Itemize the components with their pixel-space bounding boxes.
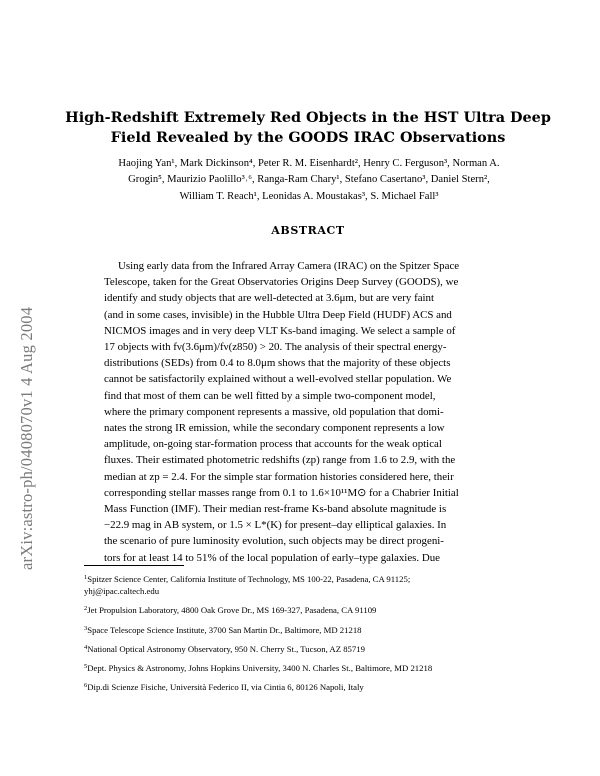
arxiv-identifier: arXiv:astro-ph/0408070v1 4 Aug 2004 [17, 306, 36, 570]
abstract-line: nates the strong IR emission, while the secondary component represents a low [104, 422, 445, 435]
title-line: Field Revealed by the GOODS IRAC Observations [110, 129, 506, 146]
footnotes [84, 572, 540, 700]
footnote [84, 661, 540, 674]
abstract-line: corresponding stellar masses range from 0.1 to 1.6×10¹¹M⊙ for a Chabrier Initial [104, 486, 459, 499]
title-line: High-Redshift Extremely Red Objects in the HST Ultra Deep [65, 109, 551, 126]
footnote-divider [84, 565, 184, 566]
footnote-text: Dept. Physics & Astronomy, Johns Hopkins University, 3400 N. Charles St., Baltimore, MD 21218 [87, 663, 433, 674]
footnote-mark: 4 [84, 643, 88, 651]
abstract-line: median at zp = 2.4. For the simple star formation histories considered here, their [104, 470, 454, 483]
footnote-text: National Optical Astronomy Observatory, 950 N. Cherry St., Tucson, AZ 85719 [87, 643, 365, 654]
footnote-mark: 2 [84, 605, 88, 613]
footnote [84, 603, 540, 616]
abstract-line: distributions (SEDs) from 0.4 to 8.0μm shows that the majority of these objects [104, 357, 451, 370]
footnote [84, 642, 540, 655]
footnote-text: Jet Propulsion Laboratory, 4800 Oak Grove Dr., MS 169-327, Pasadena, CA 91109 [87, 605, 377, 616]
footnote [84, 572, 540, 597]
abstract-body [104, 258, 512, 566]
footnote-text: Dip.di Scienze Fisiche, Università Federico II, via Cintia 6, 80126 Napoli, Italy [87, 682, 364, 693]
abstract-line: identify and study objects that are well-detected at 3.6μm, but are very faint [104, 292, 435, 305]
author-line: Haojing Yan¹, Mark Dickinson⁴, Peter R. M. Eisenhardt², Henry C. Ferguson³, Norman A. [118, 158, 500, 169]
author-line: Grogin⁵, Maurizio Paolillo³˒⁶, Ranga-Ram Chary¹, Stefano Casertano³, Daniel Stern², [128, 174, 490, 186]
footnote [84, 680, 540, 693]
abstract-line: Using early data from the Infrared Array Camera (IRAC) on the Spitzer Space [118, 260, 460, 272]
abstract-line: where the primary component represents a massive, old population that domi- [104, 405, 444, 418]
abstract-line: (and in some cases, invisible) in the Hubble Ultra Deep Field (HUDF) ACS and [104, 308, 452, 321]
abstract-line: the scenario of pure luminosity evolution, such objects may be direct progeni- [104, 535, 444, 548]
author-list [64, 156, 554, 205]
abstract-line: tors for at least 14 to 51% of the local population of early–type galaxies. Due [104, 551, 440, 564]
footnote-text: yhj@ipac.caltech.edu [84, 586, 160, 596]
footnote-mark: 5 [84, 663, 88, 671]
abstract-line: cannot be satisfactorily explained without a well-evolved stellar population. We [104, 373, 452, 386]
footnote-mark: 3 [84, 624, 88, 632]
abstract-heading: ABSTRACT [271, 224, 345, 237]
abstract-line: 17 objects with fν(3.6μm)/fν(z850) > 20. The analysis of their spectral energy- [104, 341, 447, 354]
paper-title [60, 108, 556, 148]
abstract-line: fluxes. Their estimated photometric redshifts (zp) range from 1.6 to 2.9, with the [104, 454, 456, 467]
footnote-text: Space Telescope Science Institute, 3700 San Martin Dr., Baltimore, MD 21218 [87, 624, 362, 635]
footnote-mark: 1 [84, 574, 88, 581]
abstract-line: NICMOS images and in very deep VLT Ks-band imaging. We select a sample of [104, 324, 456, 337]
footnote [84, 623, 540, 636]
abstract-line: amplitude, on-going star-formation process that accounts for the weak optical [104, 438, 442, 451]
abstract-line: Telescope, taken for the Great Observatories Origins Deep Survey (GOODS), we [104, 276, 459, 289]
arxiv-sidebar [10, 188, 44, 570]
abstract-line: Mass Function (IMF). Their median rest-frame Ks-band absolute magnitude is [104, 503, 447, 516]
footnote-text: Spitzer Science Center, California Institute of Technology, MS 100-22, Pasadena, CA 91125; [87, 574, 411, 584]
author-line: William T. Reach¹, Leonidas A. Moustakas³, S. Michael Fall³ [179, 190, 439, 202]
footnote-mark: 6 [84, 682, 88, 690]
abstract-line: find that most of them can be well fitted by a simple two-component model, [104, 389, 436, 402]
abstract-line: −22.9 mag in AB system, or 1.5 × L*(K) for present–day elliptical galaxies. In [104, 519, 447, 532]
